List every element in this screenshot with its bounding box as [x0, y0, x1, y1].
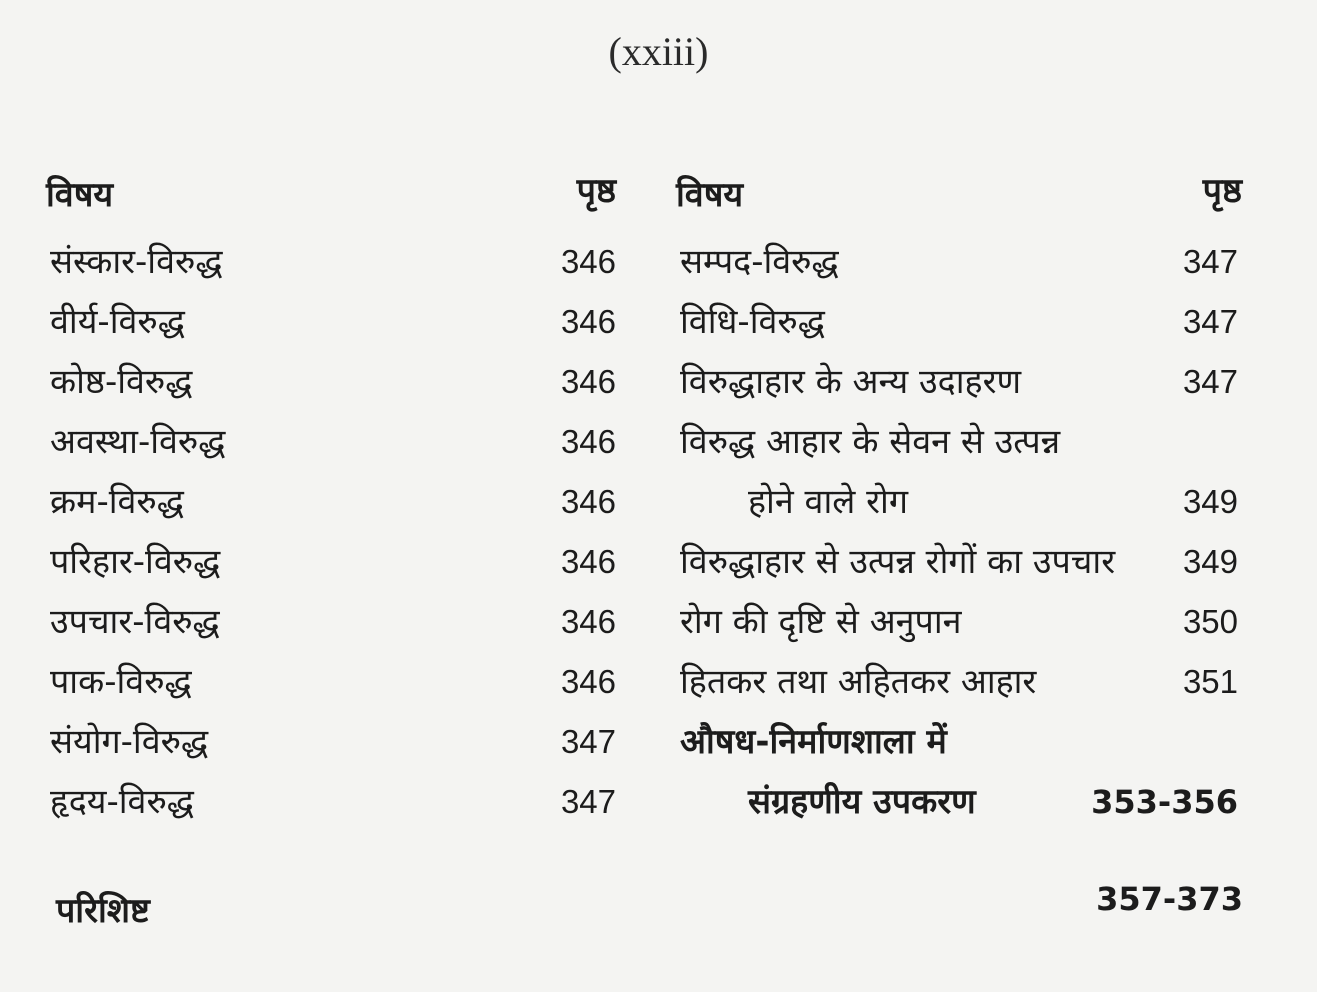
- toc-entry-title: संग्रहणीय उपकरण: [748, 782, 976, 822]
- toc-entry: [46, 412, 626, 472]
- toc-entry-continuation: [676, 472, 1256, 532]
- toc-entry-title: विरुद्ध आहार के सेवन से उत्पन्न: [680, 422, 1061, 462]
- toc-entry: [676, 592, 1256, 652]
- toc-entry-page: 346: [560, 423, 616, 460]
- toc-entry-title: कोष्ठ-विरुद्ध: [50, 362, 193, 402]
- toc-entry-title: रोग की दृष्टि से अनुपान: [680, 602, 962, 642]
- toc-entry-page: 347: [1182, 243, 1238, 280]
- toc-entry-page: 346: [560, 483, 616, 520]
- toc-entry-page: 346: [560, 363, 616, 400]
- toc-entry-title: होने वाले रोग: [748, 482, 908, 522]
- toc-entry: [676, 412, 1256, 472]
- toc-entry: [46, 592, 626, 652]
- toc-entry-title: परिहार-विरुद्ध: [50, 542, 221, 582]
- toc-entry-page: 346: [560, 663, 616, 700]
- toc-entry-page: 350: [1182, 603, 1238, 640]
- toc-entry: [46, 712, 626, 772]
- toc-entry-page: 346: [560, 603, 616, 640]
- toc-entry: [46, 652, 626, 712]
- toc-entry-page: 346: [560, 543, 616, 580]
- toc-entry-page: 346: [560, 243, 616, 280]
- toc-entry: [676, 292, 1256, 352]
- toc-entry-title: विरुद्धाहार के अन्य उदाहरण: [680, 362, 1022, 402]
- toc-entry-title: संयोग-विरुद्ध: [50, 722, 209, 762]
- toc-entry: [676, 652, 1256, 712]
- toc-entry-page: 347: [560, 783, 616, 820]
- toc-entry-title: विरुद्धाहार से उत्पन्न रोगों का उपचार: [680, 542, 1116, 582]
- toc-entry: [46, 352, 626, 412]
- toc-entry-title: हितकर तथा अहितकर आहार: [680, 662, 1037, 702]
- toc-entry-title: विधि-विरुद्ध: [680, 302, 825, 342]
- toc-entry-title: अवस्था-विरुद्ध: [50, 422, 226, 462]
- toc-entry: [46, 232, 626, 292]
- subject-header: विषय: [46, 175, 114, 215]
- page-header: पृष्ठ: [1202, 171, 1242, 211]
- toc-entry: [676, 232, 1256, 292]
- toc-entry-page: 347: [560, 723, 616, 760]
- toc-entry-page: 349: [1182, 543, 1238, 580]
- toc-entry-page: 349: [1182, 483, 1238, 520]
- toc-header-row: [676, 160, 1256, 232]
- toc-entry-title: वीर्य-विरुद्ध: [50, 302, 185, 342]
- appendix-title: परिशिष्ट: [56, 891, 150, 931]
- toc-entry-title: क्रम-विरुद्ध: [50, 482, 184, 522]
- appendix-page: 357-373: [1096, 880, 1243, 918]
- toc-entry-page: 347: [1182, 363, 1238, 400]
- toc-chapter-entry-continuation: [676, 772, 1256, 832]
- toc-entry: [46, 292, 626, 352]
- page-header: पृष्ठ: [576, 171, 616, 211]
- toc-entry-page: 353-356: [1091, 783, 1238, 821]
- subject-header: विषय: [676, 175, 744, 215]
- page-number: (xxiii): [608, 29, 709, 74]
- toc-entry: [46, 472, 626, 532]
- toc-chapter-entry: [676, 712, 1256, 772]
- toc-entry-title: पाक-विरुद्ध: [50, 662, 192, 702]
- toc-entry-title: उपचार-विरुद्ध: [50, 602, 220, 642]
- toc-entry: [676, 352, 1256, 412]
- toc-entry-title: औषध-निर्माणशाला में: [680, 722, 947, 762]
- toc-header-row: [46, 160, 626, 232]
- toc-entry: [46, 532, 626, 592]
- toc-entry-title: सम्पद-विरुद्ध: [680, 242, 839, 282]
- toc-entry-page: 347: [1182, 303, 1238, 340]
- toc-left-column: [46, 160, 626, 832]
- toc-entry-title: संस्कार-विरुद्ध: [50, 242, 223, 282]
- toc-entry-page: 351: [1182, 663, 1238, 700]
- toc-entry-title: हृदय-विरुद्ध: [50, 782, 194, 822]
- toc-entry-page: 346: [560, 303, 616, 340]
- toc-entry: [676, 532, 1256, 592]
- toc-entry: [46, 772, 626, 832]
- toc-right-column: [676, 160, 1256, 832]
